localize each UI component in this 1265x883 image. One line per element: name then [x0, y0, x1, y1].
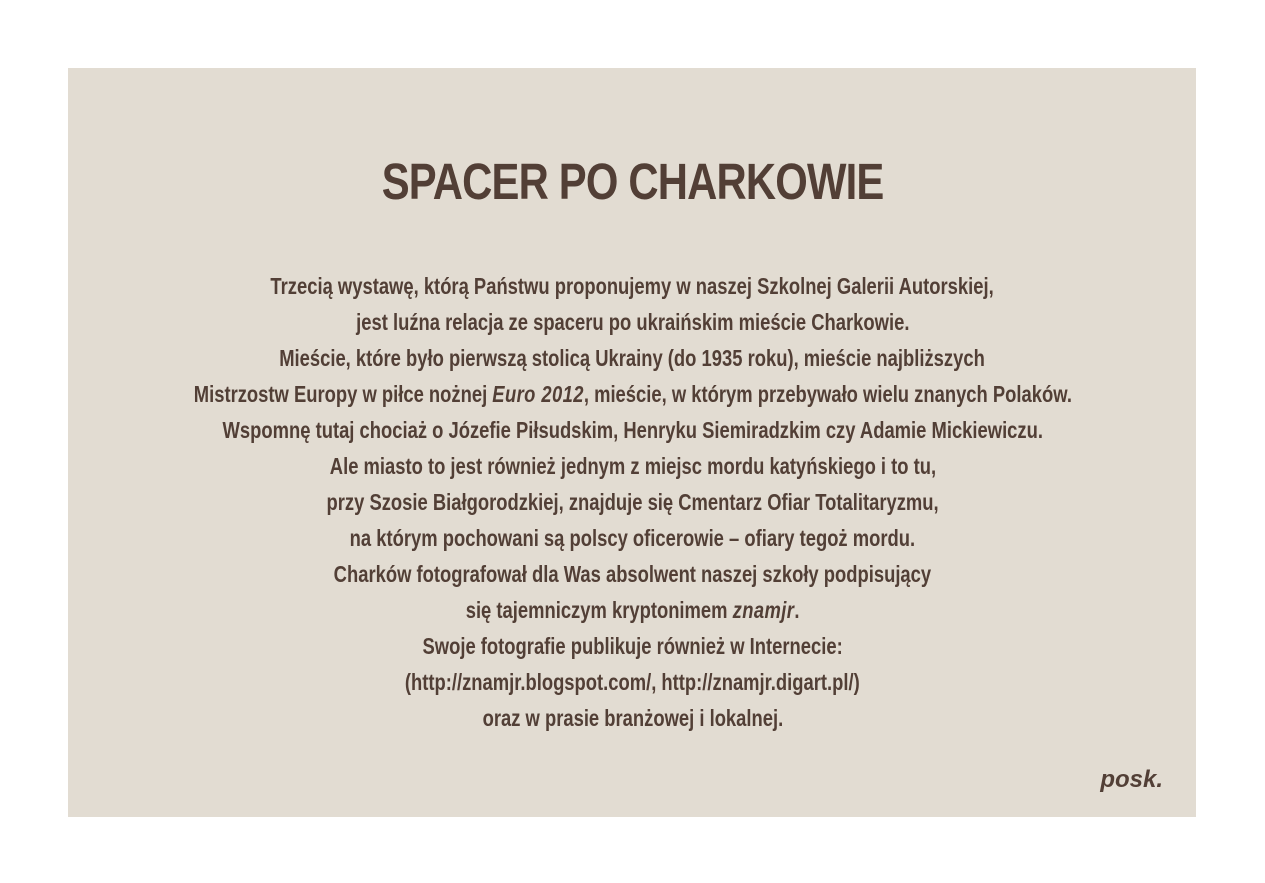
text-line: Swoje fotografie publikuje również w Internecie:: [422, 633, 843, 659]
text-line: oraz w prasie branżowej i lokalnej.: [482, 705, 783, 731]
text-line: Charków fotografował dla Was absolwent naszej szkoły podpisujący: [333, 561, 932, 587]
text-line: Ale miasto to jest również jednym z miejsc mordu katyńskiego i to tu,: [329, 453, 936, 479]
author-signature: posk.: [1100, 766, 1163, 793]
page-title: SPACER PO CHARKOWIE: [381, 153, 884, 210]
exhibition-description: [0, 268, 1265, 736]
text-line: na którym pochowani są polscy oficerowie – ofiary tegoż mordu.: [349, 525, 916, 551]
text-line: (http://znamjr.blogspot.com/, http://znamjr.digart.pl/): [405, 669, 860, 695]
text-line: jest luźna relacja ze spaceru po ukraińskim mieście Charkowie.: [355, 309, 910, 335]
text-line: Wspomnę tutaj chociaż o Józefie Piłsudskim, Henryku Siemiradzkim czy Adamie Mickiewiczu.: [222, 417, 1043, 443]
pseudonym-emphasis: znamjr: [732, 597, 795, 623]
text-line: przy Szosie Białgorodzkiej, znajduje się Cmentarz Ofiar Totalitaryzmu,: [326, 489, 939, 515]
text-line: Mistrzostw Europy w piłce nożnej Euro 2012, mieście, w którym przebywało wielu znanych Polaków.: [193, 381, 1072, 407]
text-line: Trzecią wystawę, którą Państwu proponujemy w naszej Szkolnej Galerii Autorskiej,: [270, 273, 995, 299]
text-line: Mieście, które było pierwszą stolicą Ukrainy (do 1935 roku), mieście najbliższych: [279, 345, 986, 371]
text-line: się tajemniczym kryptonimem znamjr.: [465, 597, 800, 623]
euro-2012-emphasis: Euro 2012: [491, 381, 584, 407]
